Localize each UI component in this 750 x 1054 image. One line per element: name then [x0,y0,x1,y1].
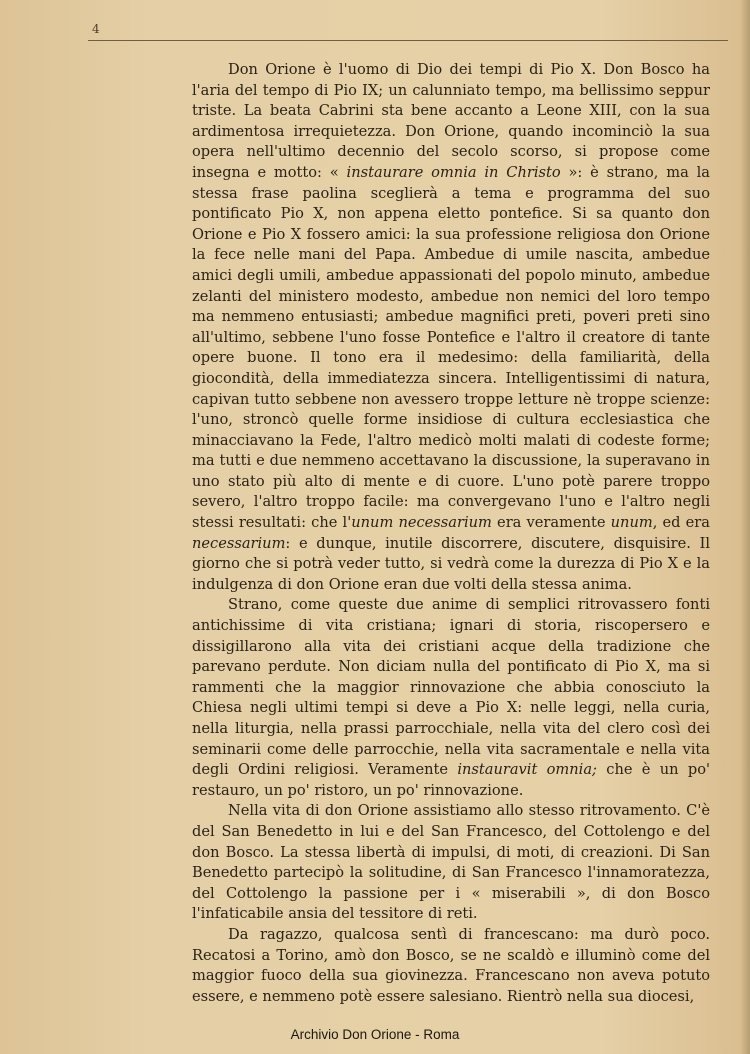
text-run: »: è strano, ma la stessa frase paolina sceglierà a tema e programma del suo pontificato Pio X, non appena eletto pontefice. Si sa quanto don Orione e Pio X fossero amici: la sua professione religiosa don Orione la fece nelle mani del Papa. Ambedue di umile nascita, ambedue amici degli umili, ambedue appassionati del popolo minuto, ambedue zelanti del ministero modesto, ambedue non nemici del loro tempo ma nemmeno entusiasti; ambedue magnifici preti, poveri preti sino all'ultimo, sebbene l'uno fosse Pontefice e l'altro il creatore di tante opere buone. Il tono era il medesimo: della familiarità, della giocondità, della immediatezza sincera. Intelligentissimi di natura, capivan tutto sebbene non avessero troppe letture nè troppe scienze: l'uno, stroncò quelle forme insidiose di cultura ecclesiastica che minacciavano la Fede, l'altro medicò molti malati di codeste forme; ma tutti e due nemmeno accettavano la discussione, la superavano in uno stato più alto di mente e di cuore. L'uno potè parere troppo severo, l'altro troppo facile: ma convergevano l'uno e l'altro negli stessi resultati: che l' [192,163,710,532]
text-run: Nella vita di don Orione assistiamo allo stesso ritrovamento. C'è del San Benedetto in lui e del San Francesco, del Cottolengo e del don Bosco. La stessa libertà di impulsi, di moti, di creazioni. Di San Benedetto partecipò la solitudine, di San Francesco l'innamoratezza, del Cottolengo la passione per i « miserabili », di don Bosco l'infaticabile ansia del tessitore di reti. [192,802,710,923]
body-text [192,60,710,1007]
italic-text-run: unum [610,514,653,532]
paragraph-2 [192,595,710,801]
text-run: Da ragazzo, qualcosa sentì di francescano: ma durò poco. Recatosi a Torino, amò don Bosco, se ne scaldò e illuminò come del maggior fuoco della sua giovinezza. Francescano non aveva potuto essere, e nemmeno potè essere salesiano. Rientrò nella sua diocesi, [192,925,710,1005]
italic-text-run: unum necessarium [351,514,492,532]
paragraph-4 [192,925,710,1007]
page-number: 4 [92,22,100,36]
text-run: era veramente [491,514,611,532]
text-run: , ed era [652,514,710,532]
header-rule [88,40,728,41]
text-run: Strano, come queste due anime di semplici ritrovassero fonti antichissime di vita cristiana; ignari di storia, riscopersero e dissigillarono alla vita dei cristiani acque della tradizione che parevano perdute. Non diciam nulla del pontificato di Pio X, ma si rammenti che la maggior rinnovazione che abbia conosciuto la Chiesa negli ultimi tempi si deve a Pio X: nelle leggi, nella curia, nella liturgia, nella prassi parrocchiale, nella vita del clero così dei seminarii come delle parrocchie, nella vita sacramentale e nella vita degli Ordini religiosi. Veramente [192,596,710,779]
italic-text-run: instauravit omnia; [457,761,597,779]
text-run: Don Orione è l'uomo di Dio dei tempi di Pio X. Don Bosco ha l'aria del tempo di Pio IX; un calunniato tempo, ma bellissimo seppur triste. La beata Cabrini sta bene accanto a Leone XIII, con la sua ardimentosa irrequietezza. Don Orione, quando incominciò la sua opera nell'ultimo decennio del secolo scorso, si propose come insegna e motto: « [192,61,710,181]
text-run: che è un po' restauro, un po' ristoro, un po' rinnovazione. [192,761,711,799]
page-edge-shadow [740,0,750,1054]
italic-text-run: necessarium [192,534,286,552]
archive-footer: Archivio Don Orione - Roma [290,1027,460,1042]
paragraph-1 [192,60,710,595]
paragraph-3 [192,801,710,925]
text-run: : e dunque, inutile discorrere, discutere, disquisire. Il giorno che si potrà veder tutto, si vedrà come la durezza di Pio X e la indulgenza di don Orione eran due volti della stessa anima. [192,534,710,593]
italic-text-run: instaurare omnia in Christo [346,163,561,181]
